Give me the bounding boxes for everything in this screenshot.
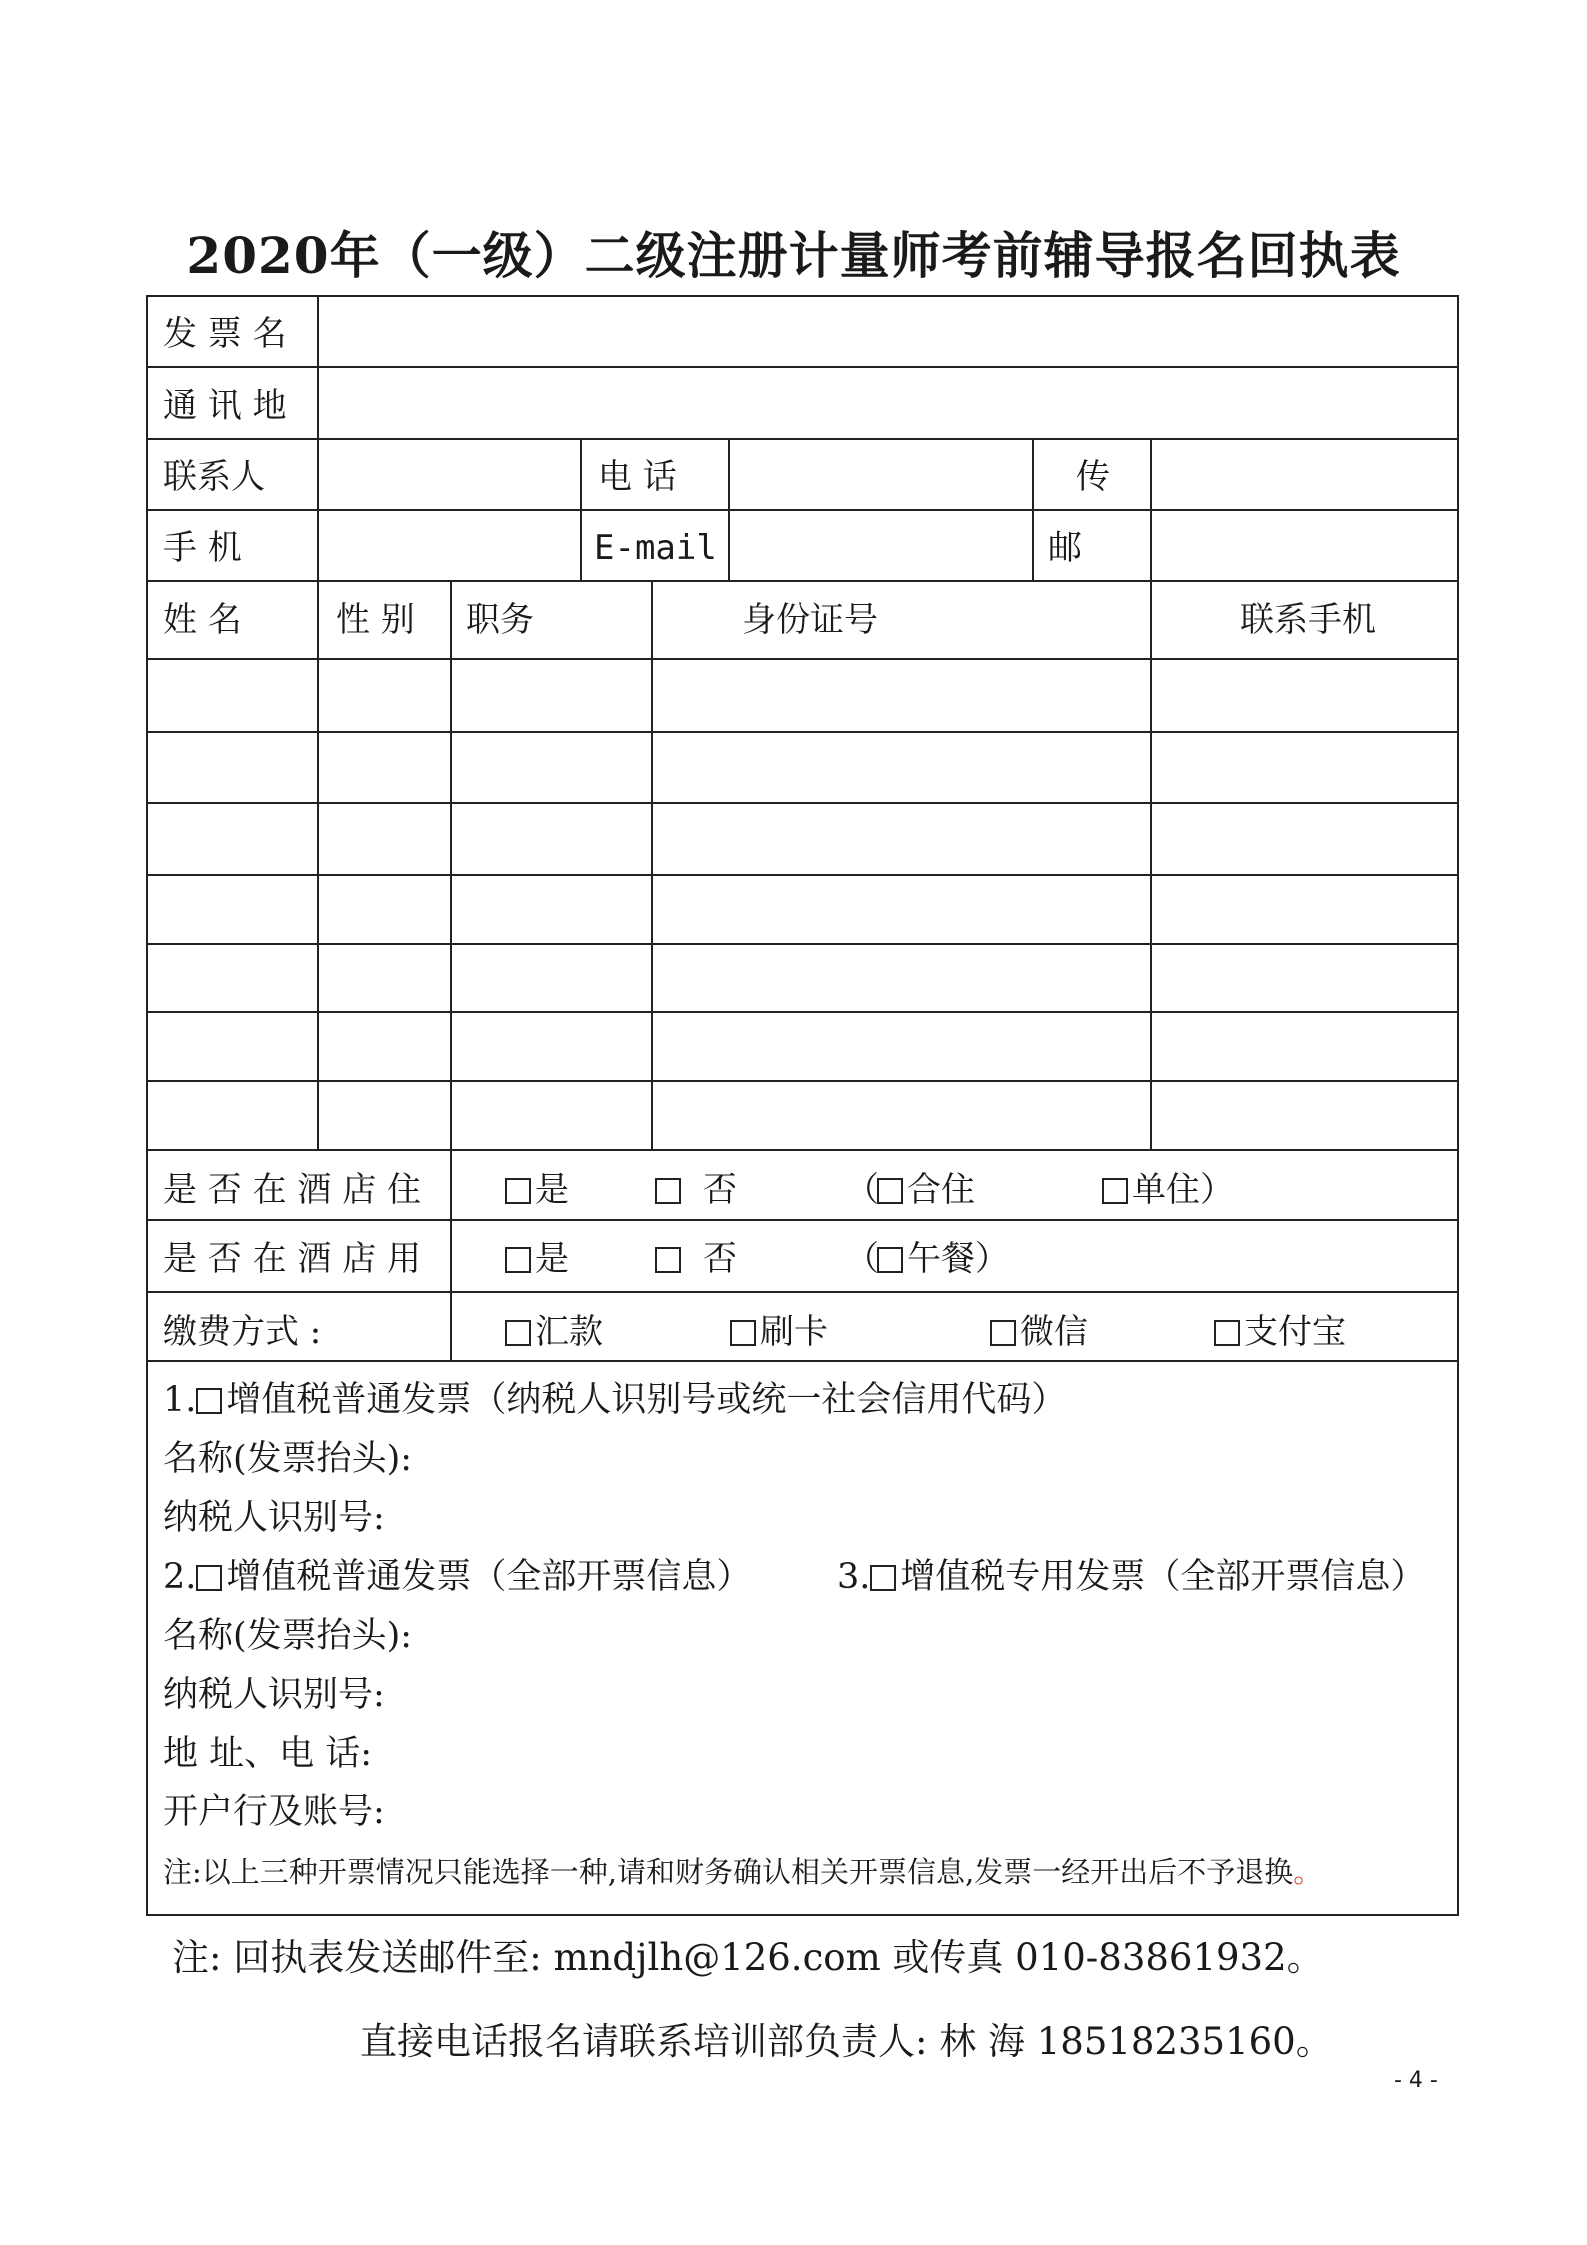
taxpayer-id-label-2: 纳税人识别号: — [163, 1675, 385, 1715]
invoice-note: 注:以上三种开票情况只能选择一种,请和财务确认相关开票信息,发票一经开出后不予退换。 — [163, 1855, 1323, 1889]
checkbox[interactable] — [196, 1388, 222, 1414]
taxpayer-id-label-1: 纳税人识别号: — [163, 1498, 385, 1538]
checkbox[interactable] — [870, 1565, 896, 1591]
invoice-name-label: 发 票 名 — [163, 314, 287, 354]
hotel-stay-yes-option[interactable]: 是 — [505, 1168, 569, 1212]
hotel-stay-shared-option[interactable]: 合住 — [877, 1168, 975, 1212]
checkbox[interactable] — [877, 1247, 903, 1273]
hotel-stay-single-option[interactable]: 单住） — [1102, 1168, 1234, 1212]
fax-label: 传 — [1076, 457, 1110, 497]
payment-wechat-option[interactable]: 微信 — [990, 1310, 1088, 1354]
payment-card-option[interactable]: 刷卡 — [730, 1310, 828, 1354]
bank-account-label: 开户行及账号: — [163, 1792, 385, 1832]
invoice-option-2[interactable]: 2. 增值税普通发票（全部开票信息） — [163, 1557, 752, 1597]
hotel-meal-lunch-option[interactable]: 午餐） — [877, 1237, 1009, 1281]
page-title: 2020年（一级）二级注册计量师考前辅导报名回执表 — [186, 226, 1401, 285]
mobile-label: 手 机 — [163, 528, 242, 568]
phone-label: 电 话 — [598, 457, 677, 497]
checkbox[interactable] — [505, 1320, 531, 1346]
address-phone-label: 地 址、电 话: — [163, 1734, 373, 1774]
hotel-meal-no-option[interactable]: 否 — [655, 1237, 737, 1281]
checkbox[interactable] — [655, 1178, 681, 1204]
checkbox[interactable] — [1102, 1178, 1128, 1204]
checkbox[interactable] — [655, 1247, 681, 1273]
hotel-meal-yes-option[interactable]: 是 — [505, 1237, 569, 1281]
invoice-option-3[interactable]: 3. 增值税专用发票（全部开票信息） — [837, 1557, 1426, 1597]
hotel-stay-paren-open: （ — [845, 1170, 879, 1210]
invoice-title-label-1: 名称(发票抬头): — [163, 1439, 413, 1479]
header-gender: 性 别 — [336, 600, 415, 640]
footer-submit-note: 注: 回执表发送邮件至: mndjlh@126.com 或传真 010-83861932。 — [172, 1936, 1324, 1979]
invoice-title-label-2: 名称(发票抬头): — [163, 1616, 413, 1656]
postcode-label: 邮 — [1048, 528, 1082, 568]
checkbox[interactable] — [505, 1247, 531, 1273]
payment-transfer-option[interactable]: 汇款 — [505, 1310, 603, 1354]
checkbox[interactable] — [1214, 1320, 1240, 1346]
footer-contact-note: 直接电话报名请联系培训部负责人: 林 海 18518235160。 — [360, 2020, 1333, 2063]
address-label: 通 讯 地 — [163, 386, 287, 426]
page-number: - 4 - — [1394, 2068, 1438, 2093]
contact-label: 联系人 — [163, 457, 265, 497]
invoice-option-1[interactable]: 1. 增值税普通发票（纳税人识别号或统一社会信用代码） — [163, 1380, 1067, 1420]
header-contact-mobile: 联系手机 — [1240, 600, 1376, 640]
checkbox[interactable] — [505, 1178, 531, 1204]
checkbox[interactable] — [990, 1320, 1016, 1346]
header-name: 姓 名 — [163, 600, 242, 640]
payment-label: 缴费方式 : — [163, 1312, 322, 1352]
header-position: 职务 — [466, 600, 534, 640]
hotel-stay-no-option[interactable]: 否 — [655, 1168, 737, 1212]
email-label: E-mail — [594, 528, 717, 568]
hotel-meal-label: 是 否 在 酒 店 用 — [163, 1239, 422, 1279]
checkbox[interactable] — [730, 1320, 756, 1346]
payment-alipay-option[interactable]: 支付宝 — [1214, 1310, 1346, 1354]
checkbox[interactable] — [196, 1565, 222, 1591]
checkbox[interactable] — [877, 1178, 903, 1204]
header-id-number: 身份证号 — [742, 600, 878, 640]
hotel-meal-paren-open: （ — [845, 1239, 879, 1279]
hotel-stay-label: 是 否 在 酒 店 住 — [163, 1170, 422, 1210]
